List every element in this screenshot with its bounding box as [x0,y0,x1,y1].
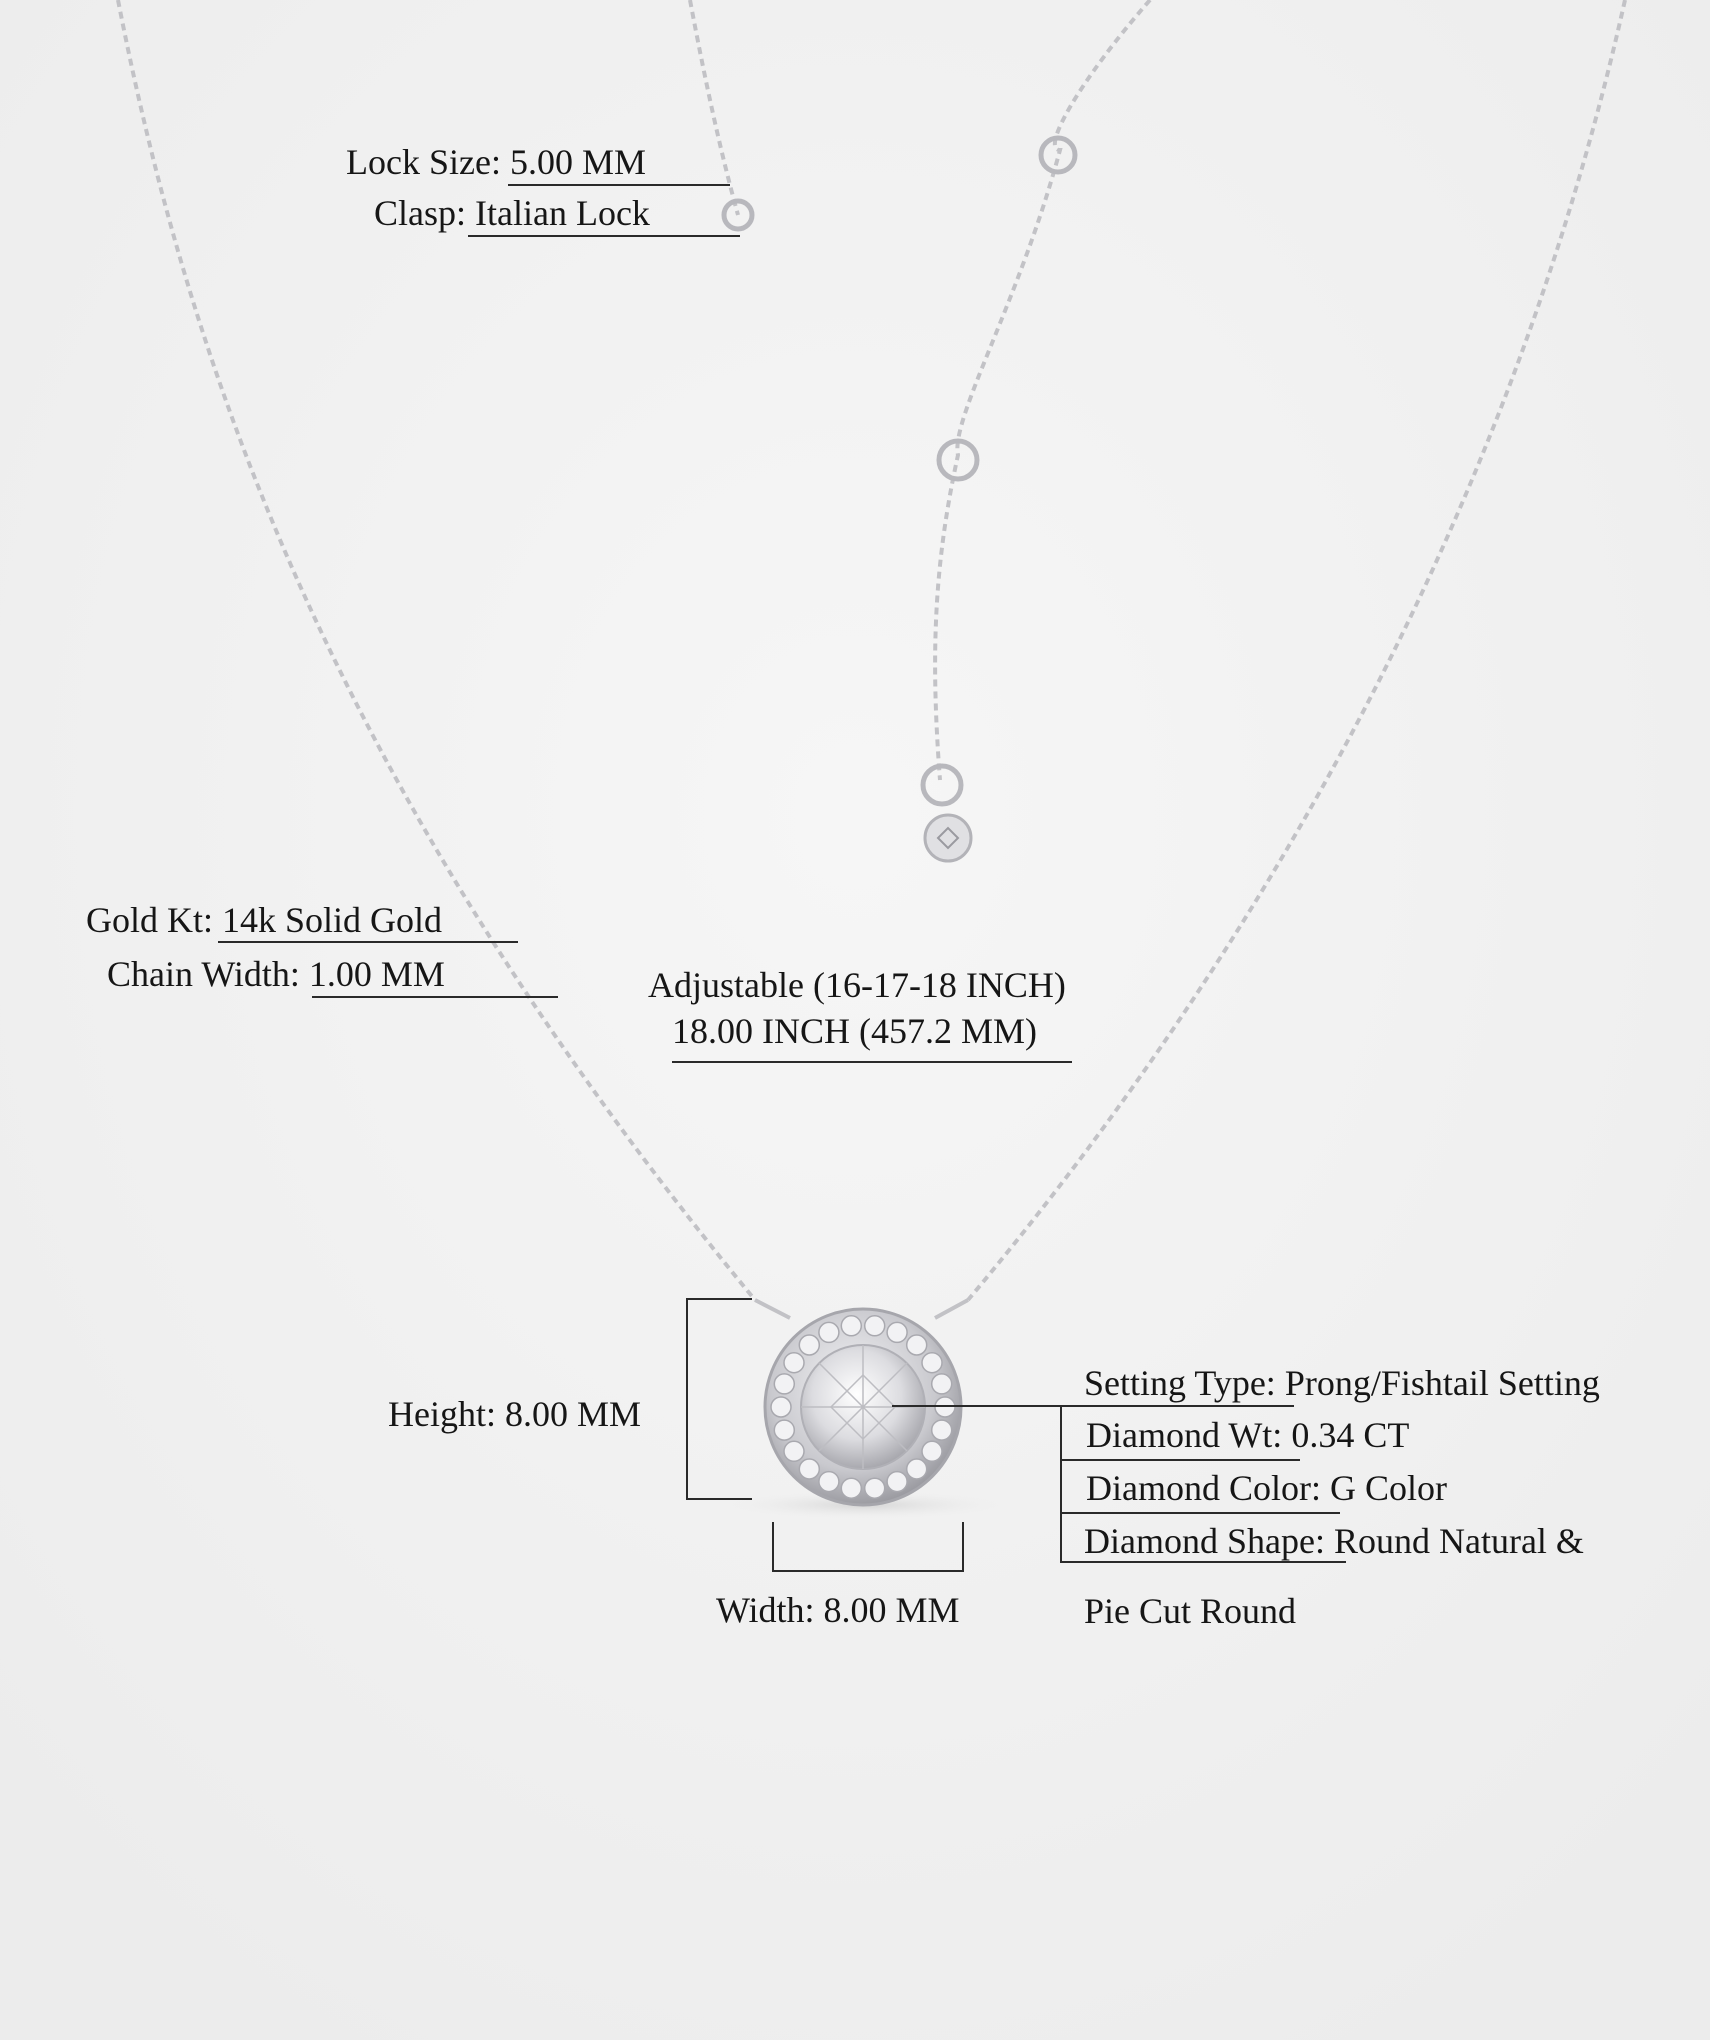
diamond-shape-label [1084,1520,1584,1562]
chain-width-underline [312,996,558,998]
halo-stone [887,1472,907,1492]
diamond-shape-line2: Pie Cut Round [1084,1591,1297,1631]
halo-stone [907,1335,927,1355]
lock-size-label [346,141,646,183]
width-label: Width: 8.00 MM [716,1590,960,1630]
halo-stone [865,1478,885,1498]
halo-stone [865,1316,885,1336]
gold-kt-value: 14k Solid Gold [213,900,443,940]
width-bracket-bottom [772,1570,964,1572]
diamond-color-label [1086,1467,1447,1509]
chain-length-line1: Adjustable (16-17-18 INCH) [648,965,1066,1005]
lock-size-value: 5.00 MM [500,142,646,182]
diamond-color-key: Diamond Color: [1086,1468,1321,1508]
height-label: Height: 8.00 MM [388,1394,642,1434]
diamond-wt-underline [1060,1459,1300,1461]
clasp-value: Italian Lock [466,193,650,233]
lock-size-key: Lock Size: [346,142,501,182]
clasp-label [374,192,650,234]
gold-kt-underline [218,941,518,943]
halo-stone [935,1397,955,1417]
halo-stone [922,1441,942,1461]
gold-kt-label [86,899,442,941]
clasp-underline [468,235,740,237]
diamond-color-underline [1060,1512,1340,1514]
halo-stone [784,1441,804,1461]
height-bracket-vertical [686,1298,688,1498]
setting-leader-line [892,1405,1294,1407]
diamond-wt-key: Diamond Wt: [1086,1415,1283,1455]
setting-type-value: Prong/Fishtail Setting [1275,1363,1600,1403]
halo-stone [819,1472,839,1492]
halo-stone [774,1420,794,1440]
halo-stone [784,1353,804,1373]
chain-width-key: Chain Width: [107,954,300,994]
chain-length-underline [672,1061,1072,1063]
halo-stone [819,1322,839,1342]
gold-kt-key: Gold Kt: [86,900,214,940]
diamond-shape-value: Round Natural & [1324,1521,1584,1561]
chain-width-label [107,953,445,995]
halo-stone [841,1478,861,1498]
halo-stone [887,1322,907,1342]
logo-tag [925,815,971,861]
width-bracket-left [772,1522,774,1570]
halo-stone [922,1353,942,1373]
halo-stone [841,1316,861,1336]
halo-stone [932,1374,952,1394]
halo-stone [932,1420,952,1440]
setting-type-label [1084,1362,1600,1404]
chain-length-line2: 18.00 INCH (457.2 MM) [672,1011,1037,1051]
diamond-shape-key: Diamond Shape: [1084,1521,1325,1561]
height-bracket-top [686,1298,752,1300]
width-bracket-right [962,1522,964,1570]
halo-stone [799,1335,819,1355]
diamond-wt-value: 0.34 CT [1282,1415,1410,1455]
details-bracket-vertical [1060,1405,1062,1561]
lock-size-underline [508,184,730,186]
diamond-color-value: G Color [1320,1468,1447,1508]
height-bracket-bottom [686,1498,752,1500]
chain-width-value: 1.00 MM [299,954,445,994]
pendant-facets [801,1345,925,1469]
halo-stone [774,1374,794,1394]
halo-stone [771,1397,791,1417]
diamond-wt-label [1086,1414,1409,1456]
halo-stone [799,1459,819,1479]
diamond-shape-underline [1060,1561,1346,1563]
setting-type-key: Setting Type: [1084,1363,1276,1403]
clasp-key: Clasp: [374,193,467,233]
halo-stone [907,1459,927,1479]
